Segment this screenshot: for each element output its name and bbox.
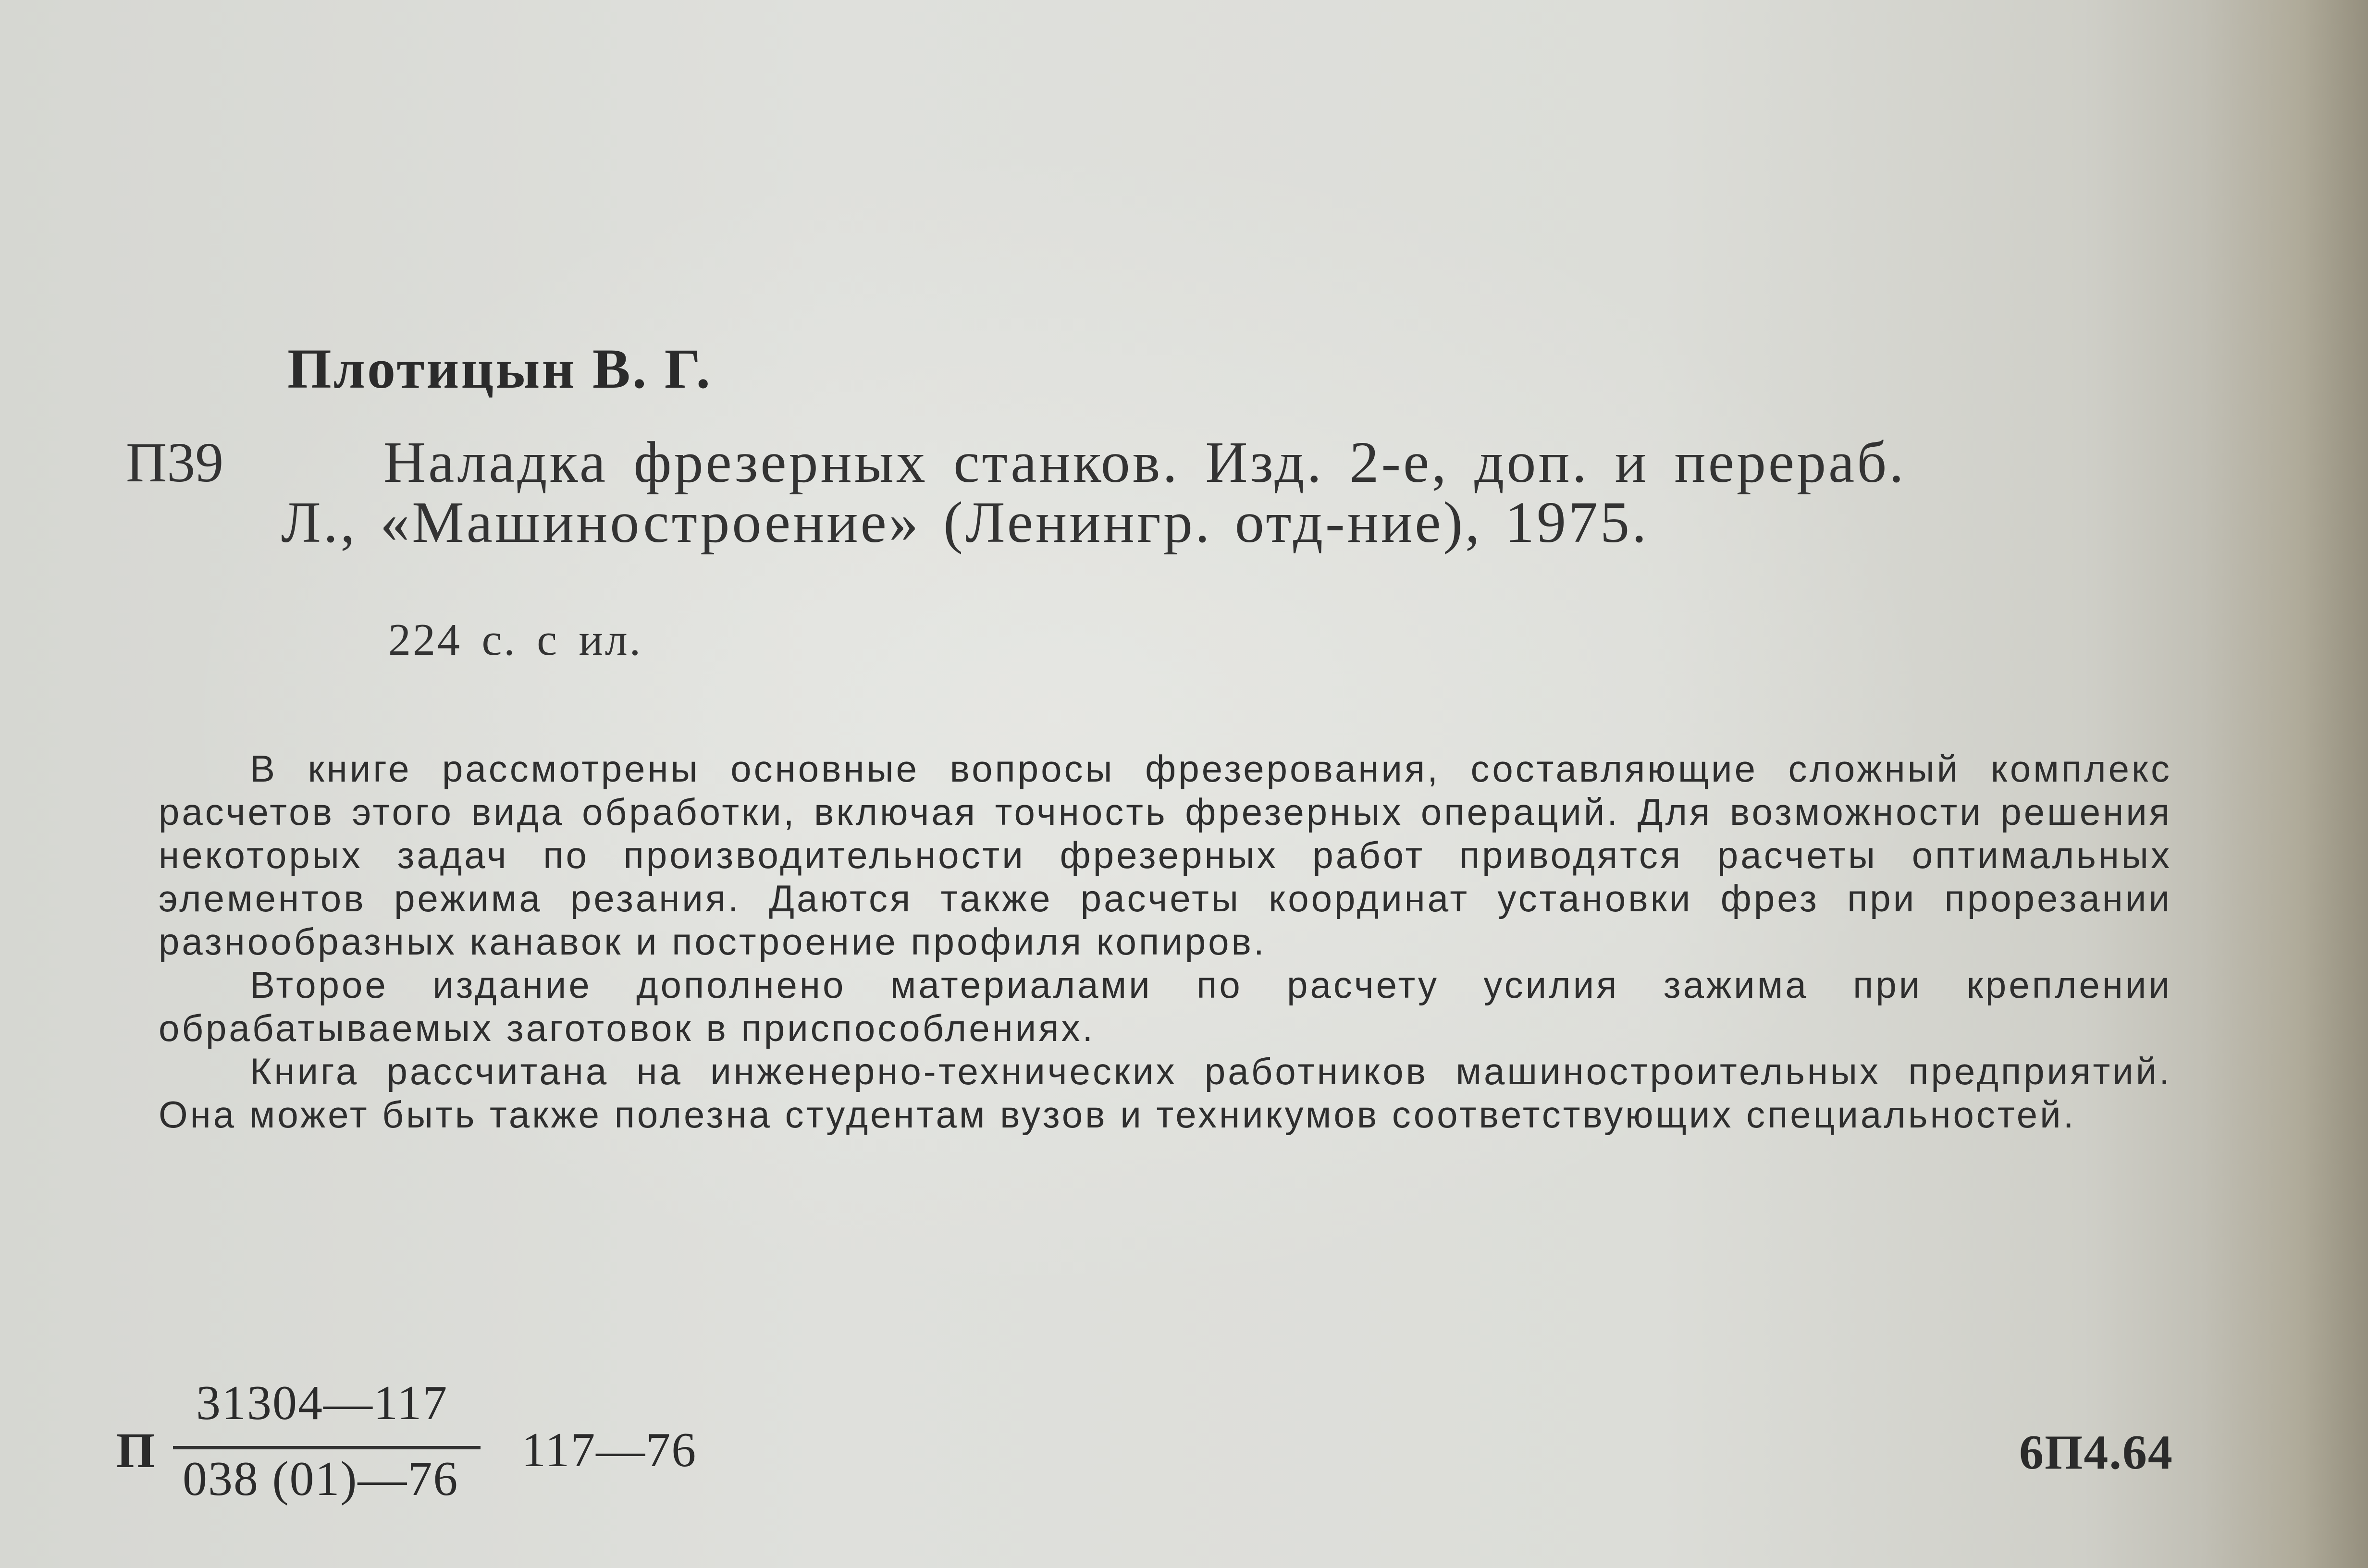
page-curl-shadow [2205,0,2368,1568]
book-title-line: Наладка фрезерных станков. Изд. 2-е, доп. и перераб. [383,430,1906,495]
abstract-paragraph-2: Второе издание дополнено материалами по расчету усилия зажима при креплении обрабатываемых заготовок в приспособлениях. [159,964,2172,1049]
pages-count-line: 224 с. с ил. [388,615,643,665]
abstract-block [159,747,2172,1136]
abstract-paragraph-3: Книга рассчитана на инженерно-технических работников машиностроительных предприятий. Она может быть также полезна студентам вузов и техникумов соответствующих специальностей. [159,1050,2172,1136]
classification-numerator: 31304—117 [196,1376,448,1430]
catalog-index-code: П39 [126,431,224,494]
classification-prefix: П [116,1423,155,1478]
fraction-bar [173,1446,481,1449]
udc-code: 6П4.64 [2019,1425,2173,1480]
order-code: 117—76 [521,1423,697,1477]
abstract-paragraph-1: В книге рассмотрены основные вопросы фрезерования, составляющие сложный комплекс расчетов этого вида обработки, включая точность фрезерных операций. Для возможности решения некоторых задач по производительности фрезерных работ приводятся расчеты оптимальных элементов режима резания. Даются также расчеты координат установки фрез при прорезании разнообразных канавок и построение профиля копиров. [159,747,2172,963]
classification-denominator: 038 (01)—76 [183,1452,459,1506]
imprint-line: Л., «Машиностроение» (Ленингр. отд-ние), 1975. [281,490,1649,555]
author-name: Плотицын В. Г. [287,337,712,400]
